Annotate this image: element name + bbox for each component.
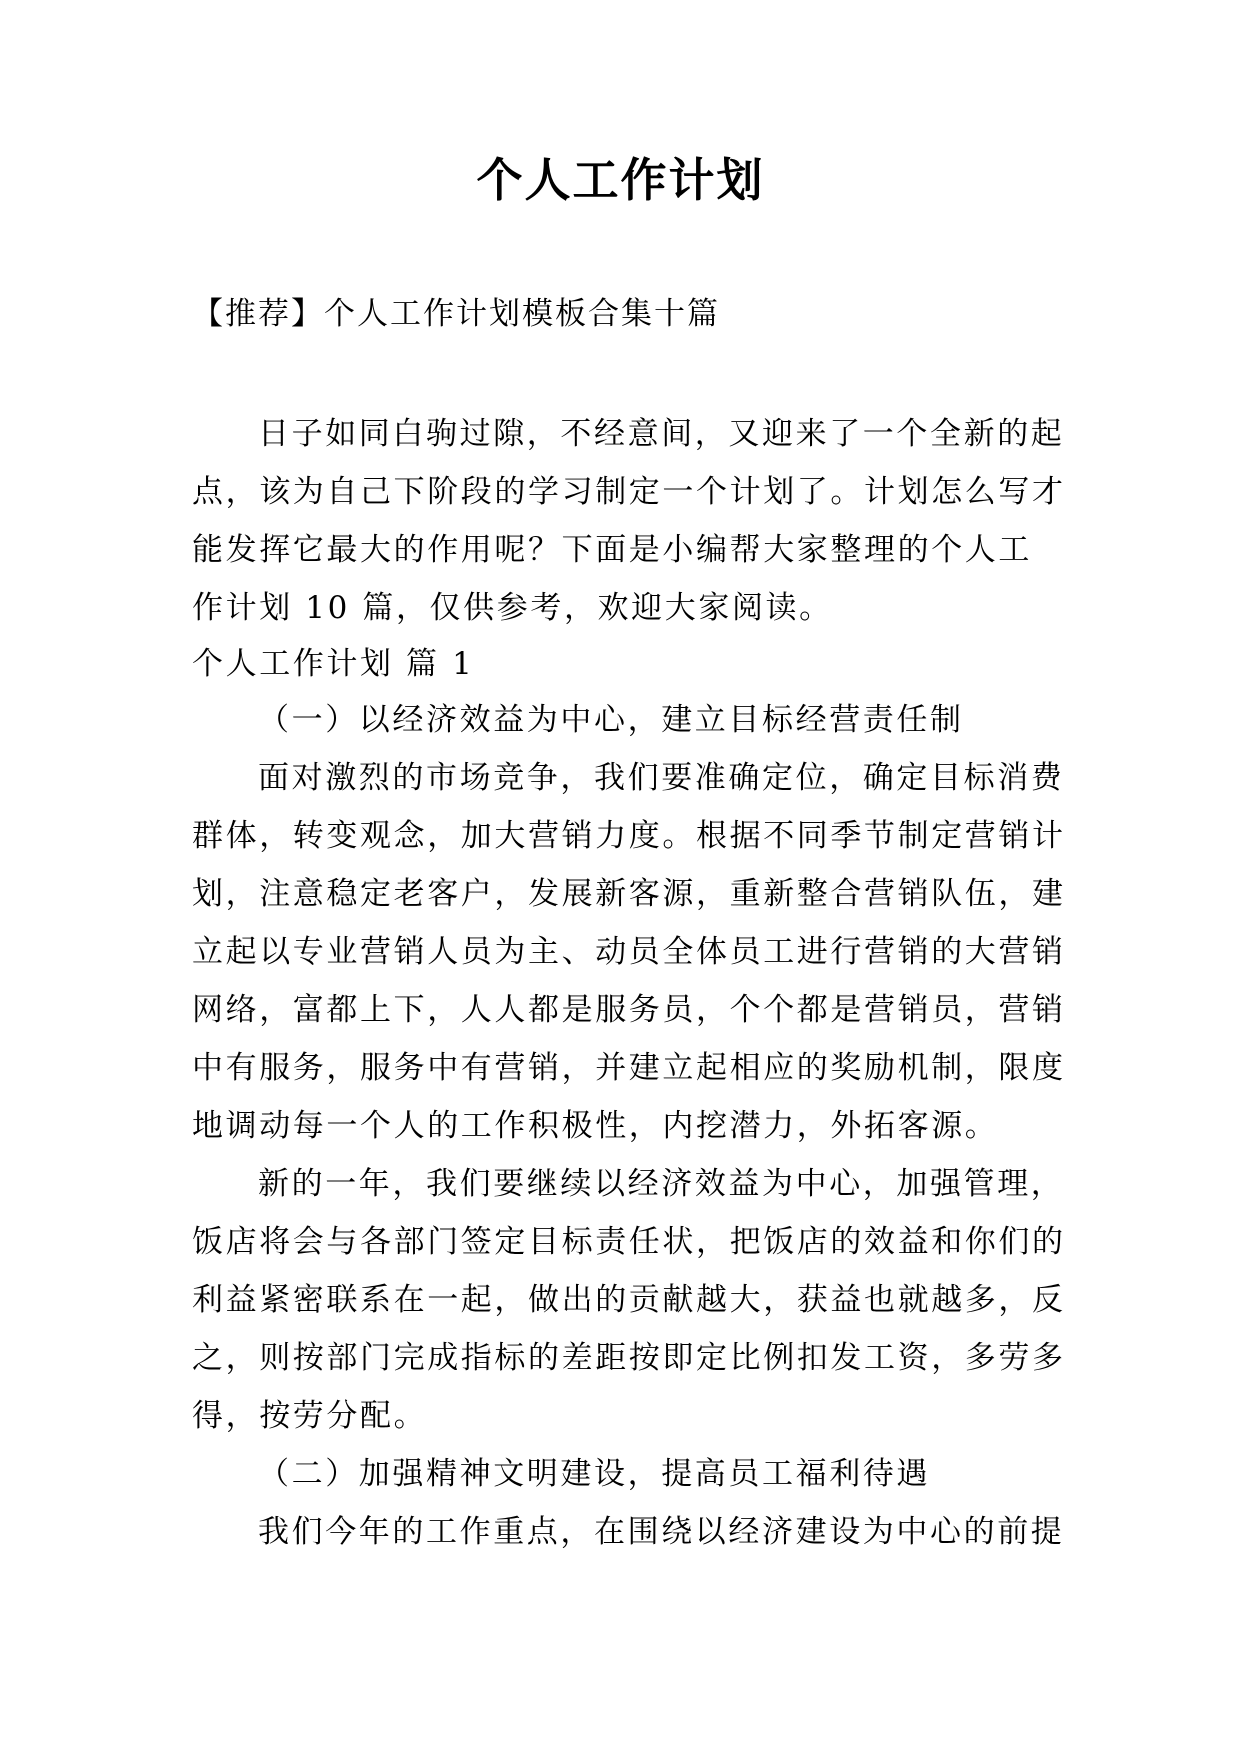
paragraph-line: 中有服务，服务中有营销，并建立起相应的奖励机制，限度: [192, 1050, 1066, 1086]
document-body: [192, 405, 1066, 1561]
document-title: 个人工作计划: [476, 153, 765, 207]
paragraph-line: 利益紧密联系在一起，做出的贡献越大，获益也就越多，反: [192, 1282, 1066, 1318]
document-subtitle: 【推荐】个人工作计划模板合集十篇: [192, 296, 720, 332]
paragraph-line: 饭店将会与各部门签定目标责任状，把饭店的效益和你们的: [192, 1224, 1066, 1260]
paragraph-line: 得，按劳分配。: [192, 1398, 428, 1434]
paragraph-line: 网络，富都上下，人人都是服务员，个个都是营销员，营销: [192, 992, 1066, 1028]
paragraph-line: 能发挥它最大的作用呢？下面是小编帮大家整理的个人工: [192, 532, 1032, 568]
paragraph-line: 新的一年，我们要继续以经济效益为中心，加强管理，: [258, 1166, 1065, 1202]
paragraph-line: 作计划 10 篇，仅供参考，欢迎大家阅读。: [192, 590, 833, 626]
paragraph-line: 立起以专业营销人员为主、动员全体员工进行营销的大营销: [192, 934, 1066, 970]
subsection-heading: （二）加强精神文明建设，提高员工福利待遇: [258, 1456, 930, 1492]
paragraph-line: 地调动每一个人的工作积极性，内挖潜力，外拓客源。: [192, 1108, 999, 1144]
subsection-heading: （一）以经济效益为中心，建立目标经营责任制: [258, 702, 964, 738]
paragraph-line: 面对激烈的市场竞争，我们要准确定位，确定目标消费: [258, 760, 1065, 796]
section-heading: 个人工作计划 篇 1: [192, 646, 475, 682]
paragraph-line: 划，注意稳定老客户，发展新客源，重新整合营销队伍，建: [192, 876, 1066, 912]
paragraph-line: 我们今年的工作重点，在围绕以经济建设为中心的前提: [258, 1514, 1065, 1550]
paragraph-line: 之，则按部门完成指标的差距按即定比例扣发工资，多劳多: [192, 1340, 1066, 1376]
paragraph-line: 群体，转变观念，加大营销力度。根据不同季节制定营销计: [192, 818, 1066, 854]
paragraph-line: 日子如同白驹过隙，不经意间，又迎来了一个全新的起: [258, 416, 1065, 452]
paragraph-line: 点，该为自己下阶段的学习制定一个计划了。计划怎么写才: [192, 474, 1066, 510]
